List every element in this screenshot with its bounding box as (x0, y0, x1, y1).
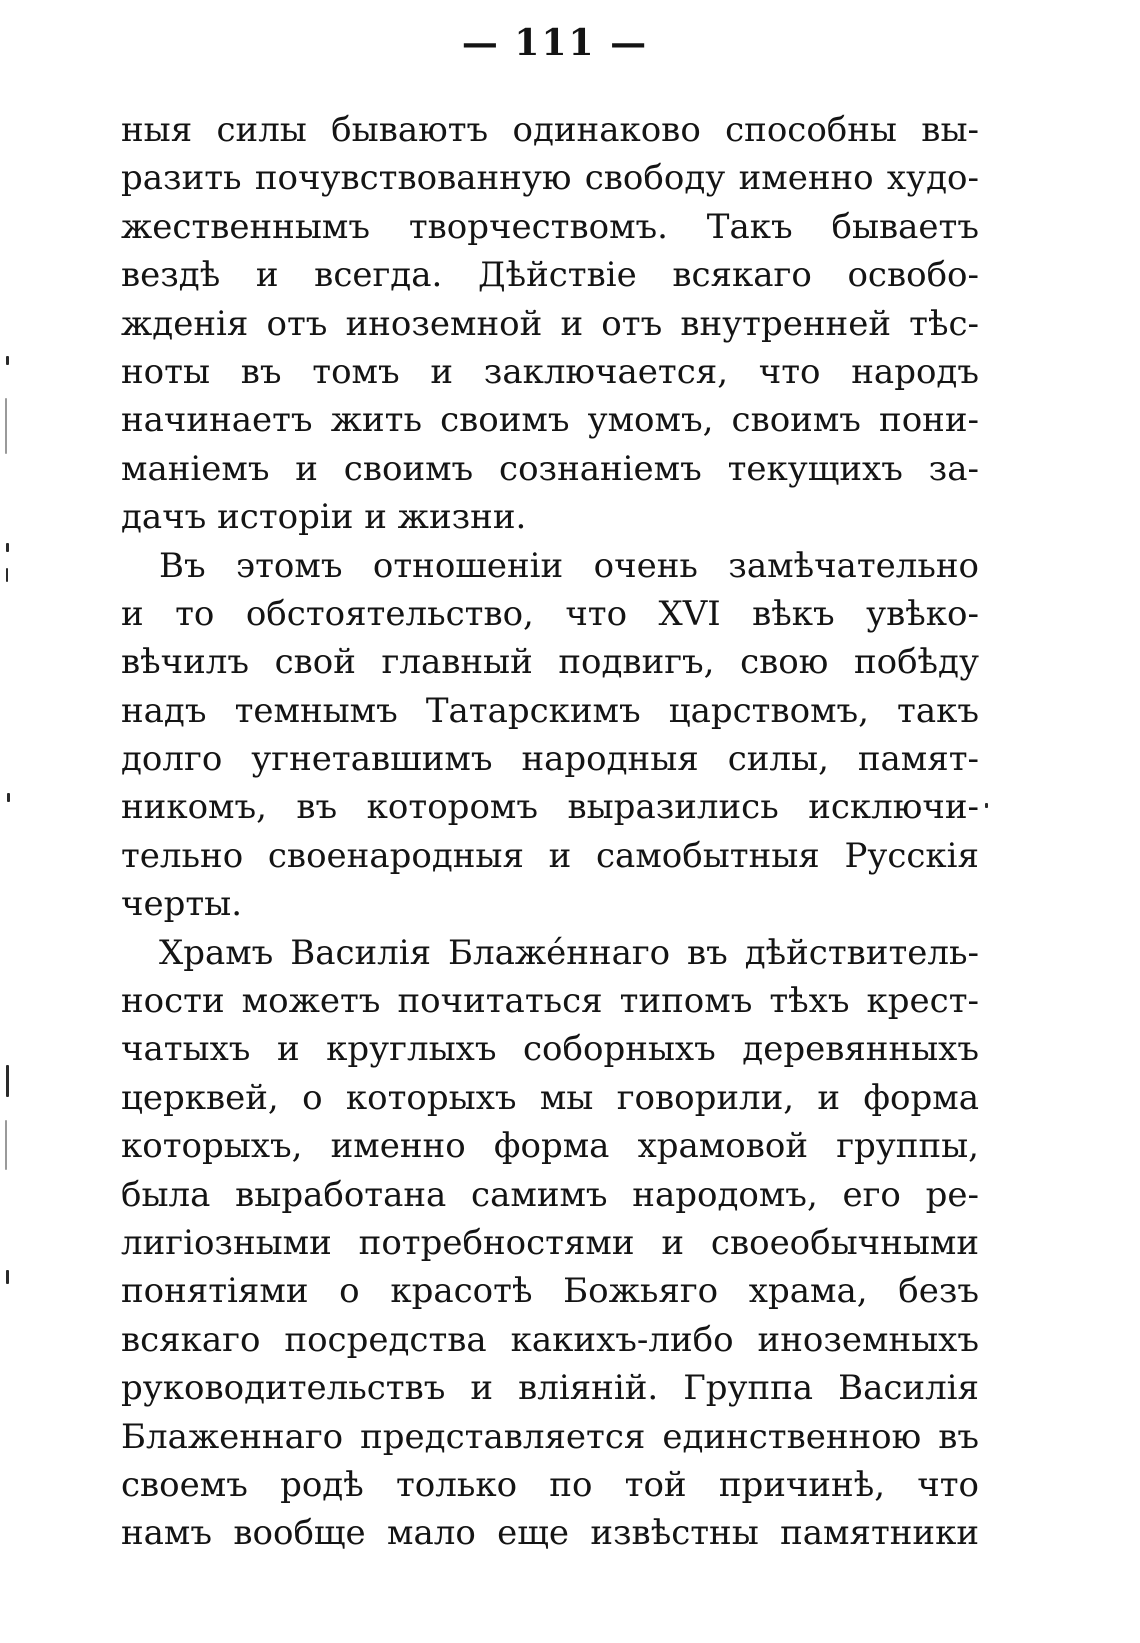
text-line: Блаженнаго представляется единственною въ (121, 1416, 979, 1457)
text-line: ныя силы бываютъ одинаково способны вы- (121, 110, 979, 150)
text-line: маніемъ и своимъ сознаніемъ текущихъ за- (121, 448, 979, 489)
scan-speck (5, 398, 7, 454)
text-line: которыхъ, именно форма храмовой группы, (121, 1126, 979, 1167)
scan-speck (985, 803, 988, 808)
text-line: понятіями о красотѣ Божьяго храма, безъ (121, 1271, 979, 1312)
text-line: Храмъ Василія Блаже́ннаго въ дѣйствитель- (159, 932, 979, 973)
text-line: чатыхъ и круглыхъ соборныхъ деревянныхъ (121, 1029, 979, 1070)
text-line: жденія отъ иноземной и отъ внутренней тѣс- (121, 303, 979, 344)
text-line: тельно своенародныя и самобытныя Русскія (121, 835, 979, 876)
text-line: надъ темнымъ Татарскимъ царствомъ, такъ (121, 690, 979, 731)
text-line: Въ этомъ отношеніи очень замѣчательно (159, 545, 979, 586)
text-line: церквей, о которыхъ мы говорили, и форма (121, 1077, 979, 1118)
text-line: вѣчилъ свой главный подвигъ, свою побѣду (121, 642, 979, 683)
text-line: своемъ родѣ только по той причинѣ, что (121, 1464, 979, 1505)
text-line: разить почувствованную свободу именно худо- (121, 158, 979, 199)
text-line: долго угнетавшимъ народныя силы, памят- (121, 739, 979, 780)
text-line: начинаетъ жить своимъ умомъ, своимъ пони- (121, 400, 979, 441)
text-line: дачъ исторіи и жизни. (121, 497, 527, 538)
text-line: лигіозными потребностями и своеобычными (121, 1222, 979, 1263)
text-line: ноты въ томъ и заключается, что народъ (121, 351, 979, 392)
scan-speck (6, 1065, 9, 1097)
scan-speck (6, 543, 9, 552)
page-number: — 111 — (461, 22, 649, 64)
body-text (121, 106, 979, 1558)
scan-speck (6, 356, 9, 365)
text-line: намъ вообще мало еще извѣстны памятники (121, 1513, 979, 1554)
text-line: всякаго посредства какихъ-либо иноземныхъ (121, 1319, 979, 1360)
text-line: вездѣ и всегда. Дѣйствіе всякаго освобо- (121, 255, 979, 296)
text-line: была выработана самимъ народомъ, его ре- (121, 1174, 979, 1215)
text-line: и то обстоятельство, что XVI вѣкъ увѣко- (121, 593, 979, 634)
scan-speck (7, 793, 10, 802)
scan-speck (5, 1120, 7, 1170)
text-line: руководительствъ и вліяній. Группа Василія (121, 1368, 979, 1409)
scan-speck (6, 568, 8, 582)
text-line: черты. (121, 884, 243, 925)
text-line: никомъ, въ которомъ выразились исключи- (121, 787, 979, 828)
text-line: жественнымъ творчествомъ. Такъ бываетъ (121, 206, 979, 247)
scan-speck (6, 1270, 9, 1284)
text-line: ности можетъ почитаться типомъ тѣхъ крест- (121, 981, 979, 1022)
